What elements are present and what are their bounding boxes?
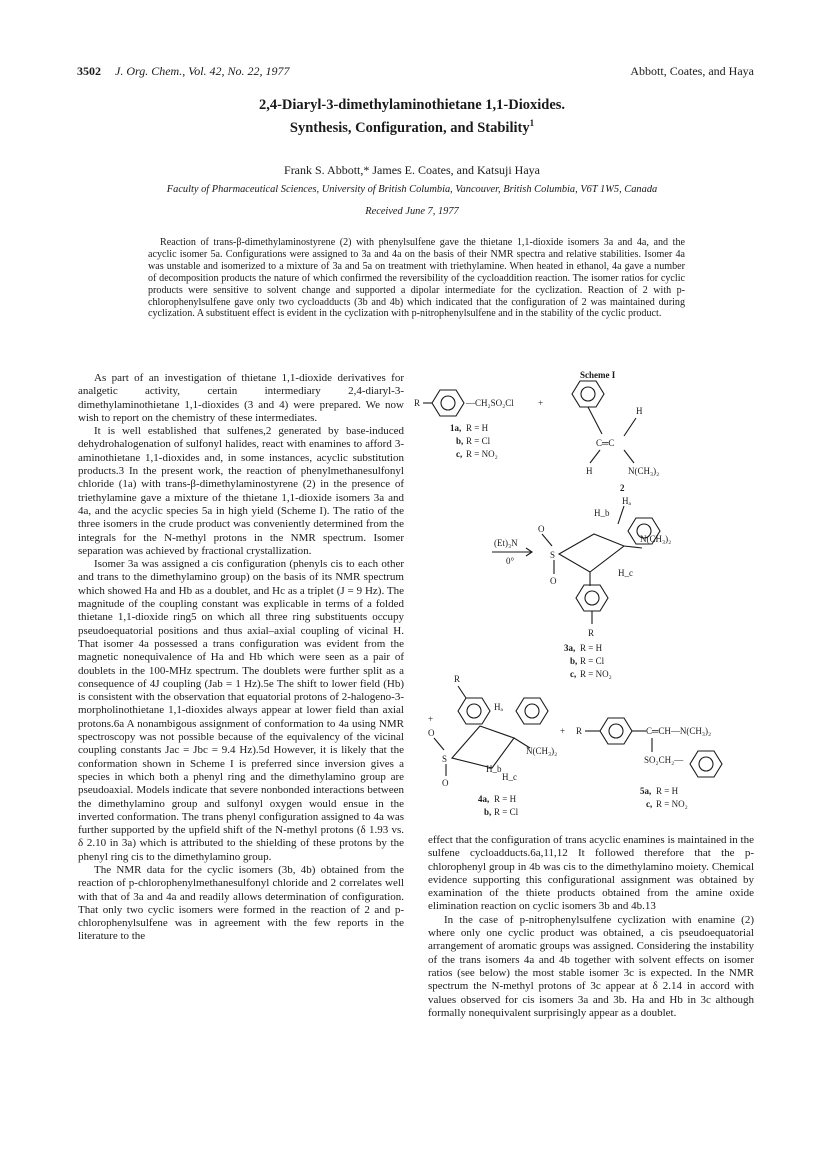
ha-label: Hₐ: [494, 702, 503, 712]
oxygen-label: O: [550, 576, 557, 586]
scheme-title: Scheme I: [580, 370, 616, 380]
bond: [624, 546, 642, 548]
benzene-ring: [576, 585, 608, 611]
compound-label: c,: [456, 449, 463, 459]
benzene-ring: [572, 381, 604, 407]
bond: [624, 450, 634, 463]
nme2-label: N(CH₃)₂: [640, 534, 672, 544]
title-footnote-ref: 1: [529, 118, 535, 128]
benzene-ring: [432, 390, 464, 416]
paragraph: Isomer 3a was assigned a cis configuration (phenyls cis to each other and trans to the dimethylamino group) on the basis of its NMR spectrum which showed Ha and Hb as a doublet, and Hc as a triplet (J = 9 Hz). The magnitude of the coupling constant was explicable in terms of a folded thietane 1,1-dioxide ring5 on which all three ring substituents occupy pseudoequatorial positions and thus axial–axial coupling of vicinal H. That isomer 4a possessed a trans configuration was evident from the magnetic nonequivalence of Ha and Hb which were seen as a pair of doublets in the 100-MHz spectrum. The doublets were further split as a consequence of 4J coupling (Jab = 1 Hz).5e The shift to lower field (Hb) is consistent with the observation that equatorial protons of 2-halogeno-3-morpholinothietane 1,1-dioxides always appear at lower field than axial protons.6a A nonambigous assignment of conformation to 4a using NMR spectroscopy was not possible because of the equivalency of the vicinal coupling constants Jac = Jbc = 9.4 Hz).5d However, it is likely that the conformation shown in Scheme I is preferred since inversion gives a species in which both a phenyl ring and the dimethylamino group are pseudoaxial. Models indicate that severe nonbonded interactions between the dimethylamino group and sulfonyl oxygen would ensue in the inverted conformation. The trans phenyl configuration assigned to 4a was further supported by the upfield shift of the N-methyl protons (δ 1.93 vs. δ 2.10 in 3a) which is attributed to the shielding of these protons by the phenyl ring cis to the dimethylamino group.: [78, 558, 404, 863]
r-label: R: [414, 398, 421, 408]
substituent-label: R = H: [580, 643, 603, 653]
oxygen-label: O: [538, 524, 545, 534]
benzene-ring: [600, 718, 632, 744]
aromatic-circle: [699, 757, 713, 771]
plus-sign: +: [560, 726, 566, 736]
compound-label: b,: [570, 656, 578, 666]
paragraph: The NMR data for the cyclic isomers (3b, 4b) obtained from the reaction of p-chlorophenylmethanesulfonyl chloride and 2 correlates well with that of 3a and 4a and readily allows determination of configuration. That only two cyclic isomers were formed in the reaction of 2 and p-chlorophenylsulfene was in agreement with the few reports in the literature to the: [78, 863, 404, 943]
thietane-ring: [559, 534, 624, 572]
plus-sign: +: [428, 714, 434, 724]
enamine-label: C═CH—N(CH₃)₂: [646, 726, 712, 736]
abstract: Reaction of trans-β-dimethylaminostyrene (2) with phenylsulfene gave the thietane 1,1-dioxide isomers 3a and 4a, and the acyclic isomer 5a. Configurations were assigned to 3a and 4a on the basis of their NMR spectra and relative stabilities. Isomer 4a was unstable and isomerized to a mixture of 3a and 5a on treatment with triethylamine. When heated in ethanol, 4a gave a number of decomposition products the nature of which confirmed the reversibility of the cycloaddition reaction. The isomer ratios for cyclic products were sensitive to solvent change and supported a dipolar intermediate for the cyclization. Reaction of 2 with p-chlorophenylsulfene gave only two cycloadducts (3b and 4b) which indicated that the configuration of 2 was maintained during cyclization. A substituent effect is evident in the cyclization with p-nitrophenylsulfene and in the stability of the cyclic product.: [148, 237, 685, 320]
substituent-label: R = NO₂: [466, 449, 498, 459]
substituent-label: R = Cl: [494, 807, 519, 817]
compound-label: 5a,: [640, 786, 652, 796]
compound-label: 4a,: [478, 794, 490, 804]
hb-label: H_b: [486, 764, 502, 774]
oxygen-label: O: [442, 778, 449, 788]
body-column-left: [78, 372, 404, 944]
bond: [590, 450, 600, 463]
bond: [588, 407, 602, 434]
aromatic-circle: [525, 704, 539, 718]
bond: [624, 418, 636, 436]
nme2-label: N(CH₃)₂: [628, 466, 660, 476]
aromatic-circle: [609, 724, 623, 738]
journal-citation: J. Org. Chem., Vol. 42, No. 22, 1977: [115, 64, 290, 78]
title-line-1: 2,4-Diaryl-3-dimethylaminothietane 1,1-Dioxides.: [258, 97, 566, 113]
paragraph: In the case of p-nitrophenylsulfene cyclization with enamine (2) where only one cyclic product was obtained, a cis pseudoequatorial arrangement of aromatic groups was assigned. Considering the instability of the trans isomers 4a and 4b together with solvent effects on isomer ratios (see below) the most stable isomer 3c is expected. In the NMR spectrum the N-methyl protons of 3c appear at δ 2.14 in accord with values observed for cis isomers 3a and 3b. Ha and Hb in 3c although formally nonequivalent surprisingly appear as a doublet.: [428, 913, 754, 1019]
paragraph: It is well established that sulfenes,2 generated by base-induced dehydrohalogenation of sulfonyl halides, react with enamines to afford 3-aminothietane 1,1-dioxides and, in some instances, acyclic substitution products.3 In the present work, the reaction of phenylmethanesulfonyl chloride (1a) with trans-β-dimethylaminostyrene (2) in the presence of triethylamine gave a mixture of the thietane 1,1-dioxide isomers 3a and 4a, and the acyclic species 5a in high yield (Scheme I). The ratio of the three isomers in the crude product was conveniently determined from the integrals for the N-methyl protons in the NMR spectrum. Isomer separation was achieved by fractional crystallization.: [78, 425, 404, 557]
hc-label: H_c: [502, 772, 517, 782]
bond: [458, 686, 466, 698]
aromatic-circle: [441, 396, 455, 410]
bond: [618, 506, 624, 524]
aromatic-circle: [581, 387, 595, 401]
affiliation: Faculty of Pharmaceutical Sciences, University of British Columbia, Vancouver, British Columbia, V6T 1W5, Canada: [166, 184, 658, 195]
r-label: R: [454, 674, 461, 684]
compound-label: c,: [646, 799, 653, 809]
paragraph: As part of an investigation of thietane 1,1-dioxide derivatives for analgetic activity, certain intermediary 2,4-diaryl-3-dimethylaminothietane 1,1-dioxides (3 and 4) were prepared. We now wish to report on the chemistry of these intermediates.: [78, 372, 404, 424]
aromatic-circle: [467, 704, 481, 718]
h-label: H: [636, 406, 643, 416]
h-label: H: [586, 466, 593, 476]
nme2-label: N(CH₃)₂: [526, 746, 558, 756]
reagent-label: (Et)₃N: [494, 538, 518, 548]
aromatic-circle: [585, 591, 599, 605]
sulfur-label: S: [550, 550, 556, 560]
r-label: R: [576, 726, 583, 736]
substituent-label: R = H: [466, 423, 489, 433]
alkene-label: C═C: [596, 438, 615, 448]
compound-label: 3a,: [564, 643, 576, 653]
substituent-label: R = Cl: [466, 436, 491, 446]
benzene-ring: [516, 698, 548, 724]
bond: [434, 738, 444, 750]
running-head: [77, 64, 754, 79]
substituent-label: R = Cl: [580, 656, 605, 666]
paragraph-continued: effect that the configuration of trans acyclic enamines is maintained in the sulfene cycloadducts.6a,11,12 It followed therefore that the p-chlorophenyl group in 4b was cis to the dimethylamino moiety. Chemical evidence supporting this configurational assignment was obtained by examination of the thiete products obtained from the amine oxide elimination reaction on cyclic isomers 3b and 4b.13: [428, 834, 754, 913]
substituent-label: R = H: [494, 794, 517, 804]
author-list: Frank S. Abbott,* James E. Coates, and Katsuji Haya: [284, 163, 540, 177]
ch2so2cl-label: —CH₂SO₂Cl: [466, 398, 514, 408]
title-line-2: Synthesis, Configuration, and Stability$^1$: [289, 118, 535, 136]
ha-label: Hₐ: [622, 496, 631, 506]
hb-label: H_b: [594, 508, 610, 518]
oxygen-label: O: [428, 728, 435, 738]
scheme-figure: [414, 366, 762, 824]
substituent-label: R = H: [656, 786, 679, 796]
plus-sign: +: [538, 398, 544, 408]
body-column-right: [428, 834, 754, 1020]
so2ch2-label: SO₂CH₂—: [644, 755, 684, 765]
substituent-label: R = NO₂: [580, 669, 612, 679]
compound-label: c,: [570, 669, 577, 679]
reaction-scheme-svg: [414, 366, 762, 824]
substituent-label: R = NO₂: [656, 799, 688, 809]
running-authors: Abbott, Coates, and Haya: [630, 64, 754, 78]
bond: [542, 534, 552, 546]
hc-label: H_c: [618, 568, 633, 578]
page-number: 3502: [77, 64, 101, 78]
r-label: R: [588, 628, 595, 638]
article-title: [0, 96, 824, 137]
compound-2-label: 2: [620, 483, 625, 493]
compound-label: b,: [456, 436, 464, 446]
temp-label: 0°: [506, 556, 515, 566]
benzene-ring: [458, 698, 490, 724]
compound-label: 1a,: [450, 423, 462, 433]
benzene-ring: [690, 751, 722, 777]
sulfur-label: S: [442, 754, 448, 764]
thietane-ring: [452, 726, 514, 768]
compound-label: b,: [484, 807, 492, 817]
received-date: Received June 7, 1977: [365, 206, 459, 217]
